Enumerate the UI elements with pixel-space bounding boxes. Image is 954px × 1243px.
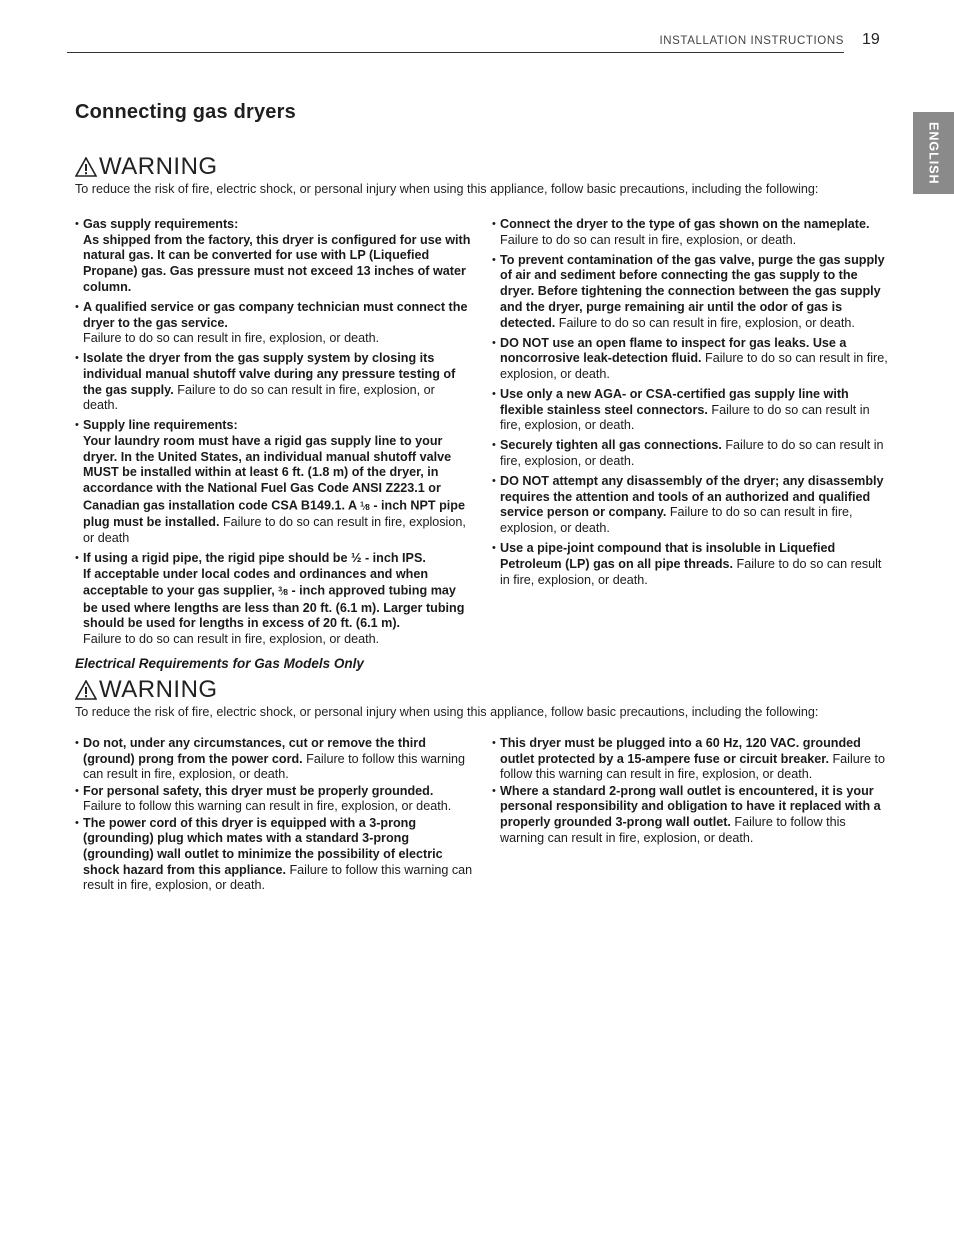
warning-triangle-icon <box>75 680 97 700</box>
warning-heading-gas <box>75 153 218 181</box>
list-item: • DO NOT attempt any disassembly of the dryer; any disassembly requires the attention and tools of an authorized and qualified service person or company. Failure to do so can result in fire, explosion, or death. <box>492 474 890 537</box>
list-item: • Connect the dryer to the type of gas shown on the nameplate. Failure to do so can result in fire, explosion, or death. <box>492 217 890 248</box>
list-item: • Gas supply requirements: As shipped from the factory, this dryer is configured for use with natural gas. It can be converted for use with LP (Liquefied Propane) gas. Gas pressure must not exceed 13 inches of water column. <box>75 217 473 296</box>
gas-right-list <box>492 217 890 593</box>
list-item: • Use a pipe-joint compound that is insoluble in Liquefied Petroleum (LP) gas on all pipe threads. Failure to do so can result in fire, explosion, or death. <box>492 541 890 588</box>
list-item: • Supply line requirements: Your laundry room must have a rigid gas supply line to your dryer. In the United States, an individual manual shutoff valve MUST be installed within at least 6 ft. (1.8 m) of the dryer, in accordance with the National Fuel Gas Code ANSI Z223.1 or Canadian gas installation code CSA B149.1. A $^1$⁄8 - inch NPT pipe plug must be installed. Failure to do so can result in fire, explosion, or death <box>75 418 473 546</box>
electrical-right-list <box>492 736 890 847</box>
page-number: 19 <box>862 31 880 48</box>
list-item: • Where a standard 2-prong wall outlet is encountered, it is your personal responsibility and obligation to have it replaced with a properly grounded 3-prong wall outlet. Failure to follow this warning can result in fire, explosion, or death. <box>492 784 890 847</box>
section-title: Connecting gas dryers <box>75 101 296 123</box>
list-item: • Isolate the dryer from the gas supply system by closing its individual manual shutoff valve during any pressure testing of the gas supply. Failure to do so can result in fire, explosion, or death. <box>75 351 473 414</box>
list-item: • For personal safety, this dryer must be properly grounded. Failure to follow this warning can result in fire, explosion, or death. <box>75 784 473 815</box>
list-item: • Use only a new AGA- or CSA-certified gas supply line with flexible stainless steel connectors. Failure to do so can result in fire, explosion, or death. <box>492 387 890 434</box>
list-item: • Do not, under any circumstances, cut or remove the third (ground) prong from the power cord. Failure to follow this warning can result in fire, explosion, or death. <box>75 736 473 783</box>
list-item: • To prevent contamination of the gas valve, purge the gas supply of air and sediment before connecting the gas supply to the dryer. Before tightening the connection between the gas supply and the dryer, purge remaining air until the odor of gas is detected. Failure to do so can result in fire, explosion, or death. <box>492 253 890 332</box>
list-item: • This dryer must be plugged into a 60 Hz, 120 VAC. grounded outlet protected by a 15-ampere fuse or circuit breaker. Failure to follow this warning can result in fire, explosion, or death. <box>492 736 890 783</box>
header-divider <box>67 52 844 53</box>
list-item: • The power cord of this dryer is equipped with a 3-prong (grounding) plug which mates with a standard 3-prong (grounding) wall outlet to minimize the possibility of electric shock hazard from this appliance. Failure to follow this warning can result in fire, explosion, or death. <box>75 816 473 895</box>
warning-intro-gas: To reduce the risk of fire, electric shock, or personal injury when using this appliance, follow basic precautions, including the following: <box>75 182 819 196</box>
list-item: • A qualified service or gas company technician must connect the dryer to the gas service. Failure to do so can result in fire, explosion, or death. <box>75 300 473 347</box>
list-item: • DO NOT use an open flame to inspect for gas leaks. Use a noncorrosive leak-detection fluid. Failure to do so can result in fire, explosion, or death. <box>492 336 890 383</box>
header-label: INSTALLATION INSTRUCTIONS <box>659 35 844 47</box>
electrical-requirements-title: Electrical Requirements for Gas Models Only <box>75 656 364 671</box>
warning-heading-electrical <box>75 676 218 704</box>
list-item: • If using a rigid pipe, the rigid pipe should be ½ - inch IPS. If acceptable under local codes and ordinances and when acceptable to your gas supplier, $^3$⁄8 - inch approved tubing may be used where lengths are less than 20 ft. (6.1 m). Larger tubing should be used for lengths in excess of 20 ft. (6.1 m). Failure to do so can result in fire, explosion, or death. <box>75 551 473 648</box>
language-tab-label: ENGLISH <box>926 121 941 185</box>
warning-word: WARNING <box>99 676 218 703</box>
language-tab <box>913 112 954 194</box>
warning-word: WARNING <box>99 153 218 180</box>
warning-triangle-icon <box>75 157 97 177</box>
warning-intro-electrical: To reduce the risk of fire, electric shock, or personal injury when using this appliance, follow basic precautions, including the following: <box>75 705 819 719</box>
gas-left-list <box>75 217 473 652</box>
electrical-left-list <box>75 736 473 895</box>
list-item: • Securely tighten all gas connections. Failure to do so can result in fire, explosion, or death. <box>492 438 890 469</box>
